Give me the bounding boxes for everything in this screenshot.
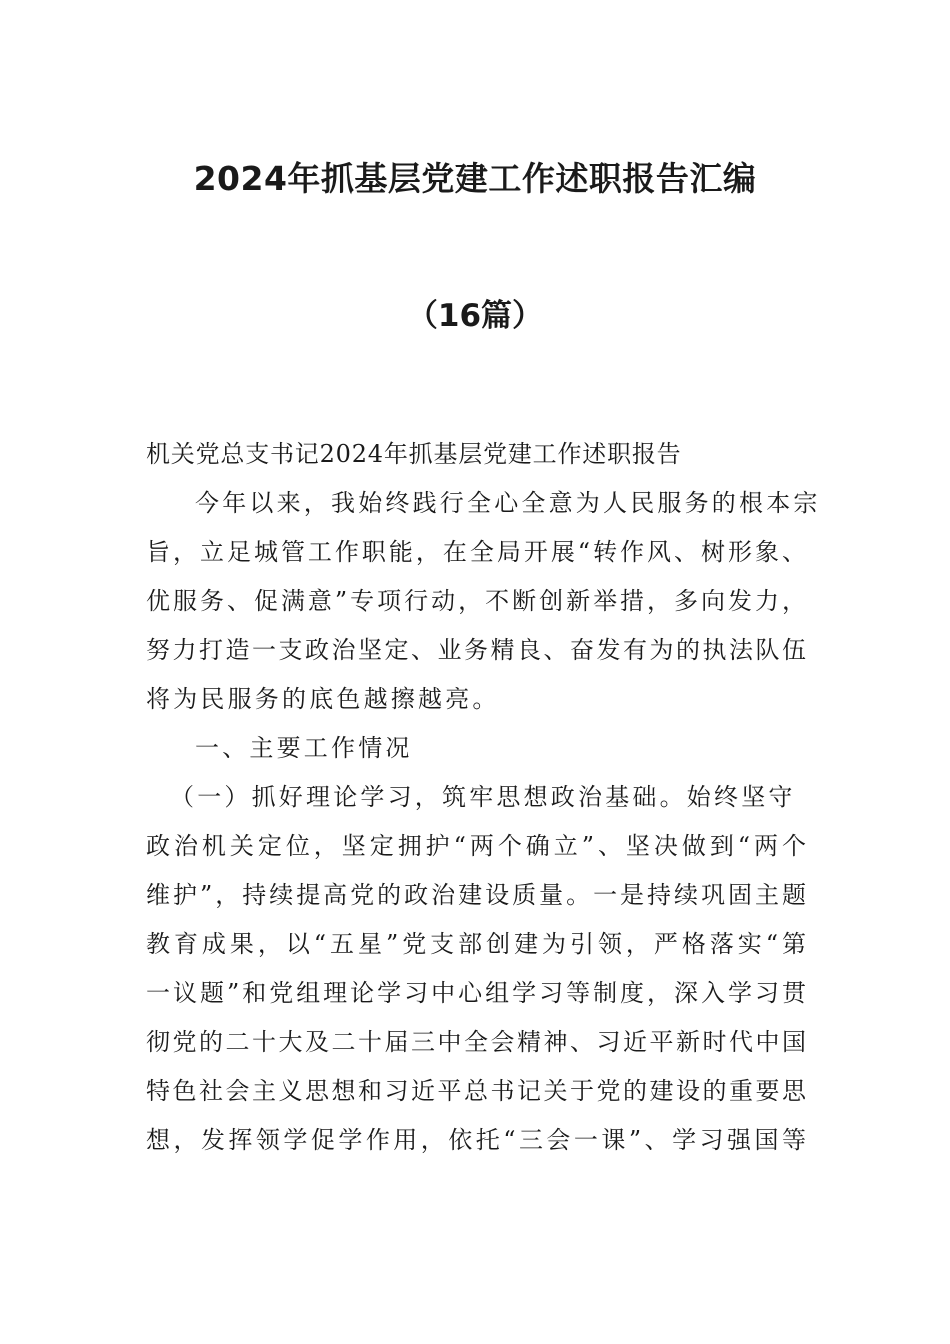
paragraph-line: 将为民服务的底色越擦越亮。 [146,685,500,713]
paragraph-line: 一议题”和党组理论学习中心组学习等制度，深入学习贯 [146,979,806,1007]
subheading-line: 一、主要工作情况 [195,734,413,762]
paragraph-line: 教育成果，以“五星”党支部创建为引领，严格落实“第 [146,930,806,958]
document-title: 2024年抓基层党建工作述职报告汇编 [193,159,757,198]
paragraph-line: 维护”，持续提高党的政治建设质量。一是持续巩固主题 [146,881,806,909]
paragraph-line: 特色社会主义思想和习近平总书记关于党的建设的重要思 [146,1077,806,1105]
paragraph-line: 努力打造一支政治坚定、业务精良、奋发有为的执法队伍 [146,636,806,664]
paragraph-line: 政治机关定位，坚定拥护“两个确立”、坚决做到“两个 [146,832,806,860]
paragraph-line: 想，发挥领学促学作用，依托“三会一课”、学习强国等 [146,1126,806,1154]
paragraph-line: 优服务、促满意”专项行动，不断创新举措，多向发力， [146,587,806,615]
document-body [146,430,821,1165]
paragraph-line: 旨，立足城管工作职能，在全局开展“转作风、树形象、 [146,538,806,566]
section-title: 机关党总支书记2024年抓基层党建工作述职报告 [146,440,682,468]
paragraph-line: 今年以来，我始终践行全心全意为人民服务的根本宗 [195,489,821,517]
document-subtitle: （16篇） [406,298,544,334]
paragraph-line: 彻党的二十大及二十届三中全会精神、习近平新时代中国 [146,1028,806,1056]
paragraph-line: （一）抓好理论学习，筑牢思想政治基础。始终坚守 [170,783,796,811]
